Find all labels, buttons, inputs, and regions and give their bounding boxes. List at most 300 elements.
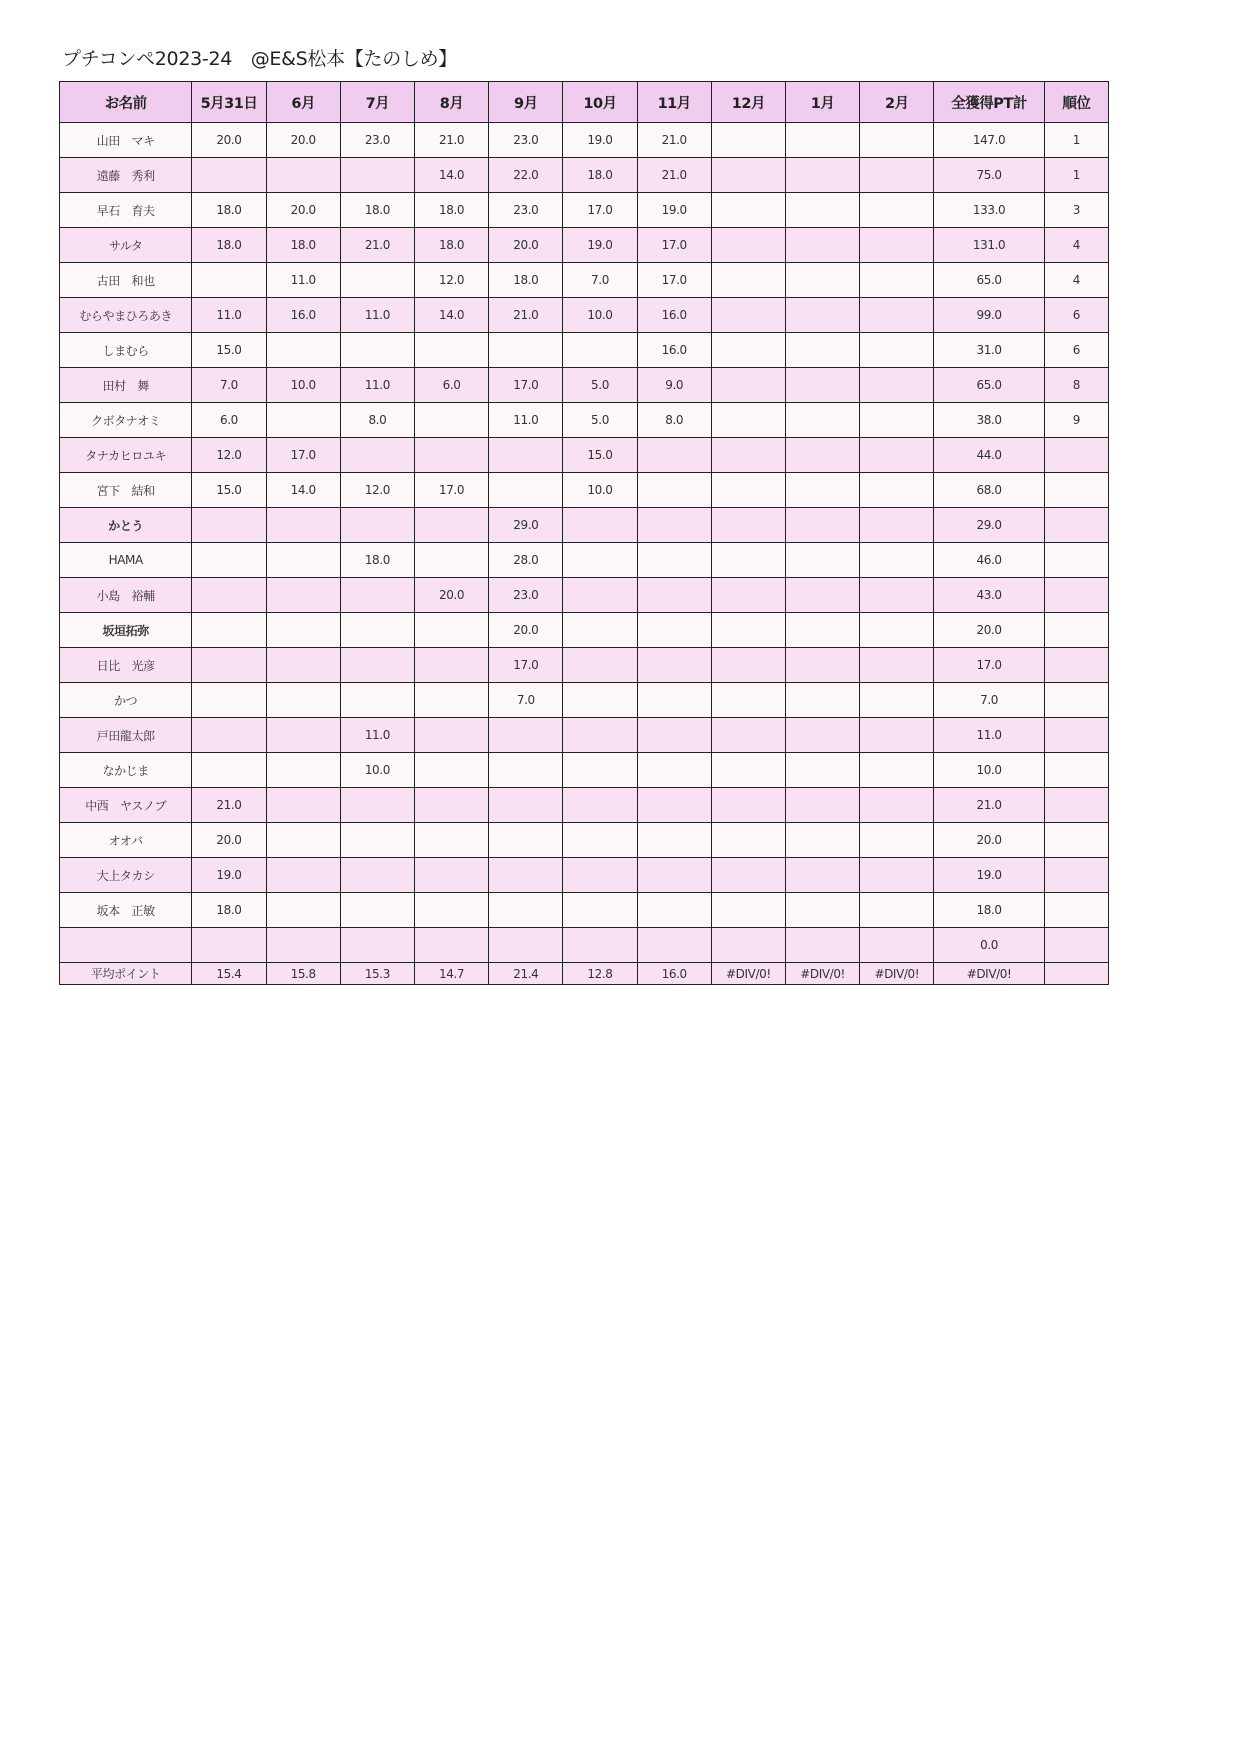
table-row	[60, 438, 1109, 473]
rank-cell: 9	[1044, 403, 1108, 438]
score-cell: 7.0	[192, 368, 266, 403]
score-cell: 7.0	[563, 263, 637, 298]
score-cell	[340, 263, 414, 298]
score-cell	[340, 648, 414, 683]
score-cell	[192, 158, 266, 193]
score-cell	[860, 543, 934, 578]
score-cell: 20.0	[266, 193, 340, 228]
rank-cell	[1044, 613, 1108, 648]
average-cell: 14.7	[414, 963, 488, 985]
score-cell	[786, 333, 860, 368]
score-cell	[192, 683, 266, 718]
score-cell	[711, 403, 785, 438]
score-cell	[266, 648, 340, 683]
table-row	[60, 403, 1109, 438]
table-row	[60, 263, 1109, 298]
total-points-cell: 29.0	[934, 508, 1044, 543]
score-cell	[860, 858, 934, 893]
player-name: 日比 光彦	[60, 648, 192, 683]
score-cell	[266, 858, 340, 893]
score-cell	[266, 683, 340, 718]
total-points-cell: 131.0	[934, 228, 1044, 263]
score-cell: 10.0	[563, 473, 637, 508]
player-name: クボタナオミ	[60, 403, 192, 438]
total-points-cell: 65.0	[934, 368, 1044, 403]
score-cell	[711, 298, 785, 333]
score-cell: 23.0	[340, 123, 414, 158]
score-cell	[860, 683, 934, 718]
score-cell	[266, 788, 340, 823]
player-name: HAMA	[60, 543, 192, 578]
score-table	[59, 81, 1109, 985]
total-points-cell: 10.0	[934, 753, 1044, 788]
header-jul: 7月	[340, 82, 414, 123]
rank-cell	[1044, 893, 1108, 928]
score-cell	[489, 473, 563, 508]
score-cell	[860, 193, 934, 228]
score-cell: 19.0	[563, 228, 637, 263]
rank-cell: 1	[1044, 123, 1108, 158]
player-name	[60, 928, 192, 963]
score-cell	[340, 578, 414, 613]
player-name: 遠藤 秀利	[60, 158, 192, 193]
table-row	[60, 158, 1109, 193]
score-cell	[711, 893, 785, 928]
average-cell: #DIV/0!	[860, 963, 934, 985]
table-row	[60, 368, 1109, 403]
score-cell	[563, 543, 637, 578]
score-cell: 21.0	[489, 298, 563, 333]
score-cell	[860, 648, 934, 683]
header-may31: 5月31日	[192, 82, 266, 123]
score-cell: 6.0	[192, 403, 266, 438]
score-cell	[860, 263, 934, 298]
score-cell: 5.0	[563, 403, 637, 438]
rank-cell	[1044, 543, 1108, 578]
score-cell	[786, 368, 860, 403]
score-cell: 10.0	[563, 298, 637, 333]
player-name: タナカヒロユキ	[60, 438, 192, 473]
rank-cell	[1044, 473, 1108, 508]
score-cell: 16.0	[266, 298, 340, 333]
score-cell: 18.0	[192, 893, 266, 928]
score-cell	[637, 473, 711, 508]
score-cell	[786, 193, 860, 228]
average-cell: 15.8	[266, 963, 340, 985]
total-points-cell: 65.0	[934, 263, 1044, 298]
rank-cell	[1044, 718, 1108, 753]
score-cell: 18.0	[266, 228, 340, 263]
score-cell	[637, 753, 711, 788]
score-cell: 19.0	[563, 123, 637, 158]
score-cell	[786, 613, 860, 648]
score-cell	[192, 648, 266, 683]
table-row	[60, 893, 1109, 928]
score-cell	[340, 158, 414, 193]
score-cell: 18.0	[192, 228, 266, 263]
score-cell: 15.0	[192, 333, 266, 368]
score-cell	[266, 158, 340, 193]
score-cell	[860, 578, 934, 613]
score-cell	[860, 333, 934, 368]
score-cell	[192, 613, 266, 648]
score-cell	[340, 683, 414, 718]
score-cell: 18.0	[563, 158, 637, 193]
score-cell	[786, 788, 860, 823]
table-row	[60, 718, 1109, 753]
score-cell: 19.0	[192, 858, 266, 893]
total-points-cell: 147.0	[934, 123, 1044, 158]
score-cell: 17.0	[266, 438, 340, 473]
score-cell	[711, 753, 785, 788]
score-cell: 17.0	[637, 263, 711, 298]
table-body	[60, 123, 1109, 963]
header-total-points: 全獲得PT計	[934, 82, 1044, 123]
score-cell	[786, 928, 860, 963]
score-cell	[786, 298, 860, 333]
score-cell	[860, 893, 934, 928]
score-cell	[563, 648, 637, 683]
total-points-cell: 68.0	[934, 473, 1044, 508]
score-cell: 17.0	[414, 473, 488, 508]
score-cell	[414, 403, 488, 438]
average-label: 平均ポイント	[60, 963, 192, 985]
score-cell	[786, 823, 860, 858]
score-cell	[637, 578, 711, 613]
score-cell	[860, 123, 934, 158]
score-cell	[637, 683, 711, 718]
score-cell	[711, 123, 785, 158]
score-cell	[860, 718, 934, 753]
score-cell: 11.0	[340, 368, 414, 403]
score-cell: 18.0	[340, 543, 414, 578]
header-sep: 9月	[489, 82, 563, 123]
average-cell: #DIV/0!	[786, 963, 860, 985]
score-cell	[860, 788, 934, 823]
score-cell	[786, 718, 860, 753]
score-cell: 16.0	[637, 333, 711, 368]
score-cell: 18.0	[414, 228, 488, 263]
score-cell: 8.0	[340, 403, 414, 438]
score-cell	[563, 788, 637, 823]
score-cell	[340, 823, 414, 858]
rank-cell	[1044, 578, 1108, 613]
score-cell	[489, 928, 563, 963]
score-cell: 11.0	[340, 718, 414, 753]
rank-cell: 6	[1044, 333, 1108, 368]
total-points-cell: 44.0	[934, 438, 1044, 473]
score-cell	[414, 508, 488, 543]
score-cell: 14.0	[414, 298, 488, 333]
score-cell	[637, 543, 711, 578]
score-cell	[489, 858, 563, 893]
score-cell	[340, 893, 414, 928]
score-cell	[414, 438, 488, 473]
score-cell: 21.0	[192, 788, 266, 823]
player-name: 宮下 結和	[60, 473, 192, 508]
table-row	[60, 683, 1109, 718]
score-cell	[489, 753, 563, 788]
score-cell: 21.0	[637, 158, 711, 193]
player-name: 坂垣拓弥	[60, 613, 192, 648]
score-cell	[786, 473, 860, 508]
score-cell	[489, 893, 563, 928]
score-cell	[637, 438, 711, 473]
table-row	[60, 123, 1109, 158]
score-cell	[563, 578, 637, 613]
score-cell	[489, 333, 563, 368]
average-cell: 21.4	[489, 963, 563, 985]
score-cell	[414, 648, 488, 683]
score-cell	[786, 438, 860, 473]
total-points-cell: 38.0	[934, 403, 1044, 438]
score-cell	[563, 683, 637, 718]
header-nov: 11月	[637, 82, 711, 123]
score-cell	[711, 543, 785, 578]
score-cell	[786, 648, 860, 683]
rank-cell	[1044, 858, 1108, 893]
score-cell	[192, 263, 266, 298]
total-points-cell: 43.0	[934, 578, 1044, 613]
score-cell	[266, 893, 340, 928]
score-cell	[340, 333, 414, 368]
header-name: お名前	[60, 82, 192, 123]
score-cell: 12.0	[414, 263, 488, 298]
score-cell	[563, 333, 637, 368]
score-cell: 9.0	[637, 368, 711, 403]
average-cell: 12.8	[563, 963, 637, 985]
score-cell	[637, 613, 711, 648]
score-cell	[860, 403, 934, 438]
score-cell: 18.0	[489, 263, 563, 298]
score-cell	[711, 578, 785, 613]
score-cell	[637, 718, 711, 753]
score-cell	[711, 788, 785, 823]
score-cell	[414, 718, 488, 753]
score-cell: 14.0	[414, 158, 488, 193]
header-oct: 10月	[563, 82, 637, 123]
player-name: サルタ	[60, 228, 192, 263]
player-name: 戸田龍太郎	[60, 718, 192, 753]
score-cell	[192, 718, 266, 753]
score-cell: 19.0	[637, 193, 711, 228]
table-row	[60, 473, 1109, 508]
player-name: 大上タカシ	[60, 858, 192, 893]
average-row	[60, 963, 1109, 985]
score-cell	[192, 543, 266, 578]
score-cell	[266, 508, 340, 543]
score-cell: 11.0	[340, 298, 414, 333]
score-cell: 18.0	[340, 193, 414, 228]
score-cell	[711, 683, 785, 718]
score-cell	[563, 508, 637, 543]
score-cell: 21.0	[414, 123, 488, 158]
average-cell: 15.3	[340, 963, 414, 985]
score-cell: 15.0	[563, 438, 637, 473]
score-cell: 20.0	[414, 578, 488, 613]
score-cell	[711, 718, 785, 753]
score-cell: 20.0	[266, 123, 340, 158]
average-cell	[1044, 963, 1108, 985]
score-cell	[414, 333, 488, 368]
header-jun: 6月	[266, 82, 340, 123]
score-cell: 10.0	[266, 368, 340, 403]
table-row	[60, 788, 1109, 823]
score-cell	[860, 473, 934, 508]
score-cell	[489, 438, 563, 473]
total-points-cell: 20.0	[934, 823, 1044, 858]
player-name: 小島 裕輔	[60, 578, 192, 613]
score-cell	[414, 788, 488, 823]
score-cell: 23.0	[489, 578, 563, 613]
score-cell	[414, 823, 488, 858]
score-cell: 10.0	[340, 753, 414, 788]
score-cell	[340, 438, 414, 473]
score-cell: 12.0	[192, 438, 266, 473]
score-cell	[637, 508, 711, 543]
score-cell: 21.0	[637, 123, 711, 158]
header-dec: 12月	[711, 82, 785, 123]
player-name: オオバ	[60, 823, 192, 858]
score-cell	[563, 893, 637, 928]
score-cell	[266, 613, 340, 648]
total-points-cell: 11.0	[934, 718, 1044, 753]
player-name: むらやまひろあき	[60, 298, 192, 333]
table-row	[60, 648, 1109, 683]
score-cell: 7.0	[489, 683, 563, 718]
score-cell: 11.0	[266, 263, 340, 298]
score-cell: 11.0	[192, 298, 266, 333]
rank-cell	[1044, 438, 1108, 473]
score-cell: 20.0	[489, 613, 563, 648]
score-cell	[266, 403, 340, 438]
score-cell: 20.0	[192, 823, 266, 858]
score-cell: 17.0	[563, 193, 637, 228]
table-row	[60, 298, 1109, 333]
score-cell	[414, 683, 488, 718]
table-row	[60, 823, 1109, 858]
rank-cell: 6	[1044, 298, 1108, 333]
score-cell	[711, 823, 785, 858]
score-cell	[860, 823, 934, 858]
rank-cell: 4	[1044, 228, 1108, 263]
score-cell	[786, 753, 860, 788]
average-cell: 16.0	[637, 963, 711, 985]
score-cell	[711, 333, 785, 368]
average-cell: #DIV/0!	[711, 963, 785, 985]
score-cell	[711, 228, 785, 263]
score-cell	[860, 508, 934, 543]
score-cell: 14.0	[266, 473, 340, 508]
rank-cell	[1044, 508, 1108, 543]
score-cell	[266, 333, 340, 368]
total-points-cell: 133.0	[934, 193, 1044, 228]
score-cell	[192, 753, 266, 788]
score-cell	[786, 123, 860, 158]
score-cell	[786, 578, 860, 613]
table-row	[60, 543, 1109, 578]
score-cell	[563, 613, 637, 648]
player-name: 早石 育夫	[60, 193, 192, 228]
player-name: 古田 和也	[60, 263, 192, 298]
score-cell	[489, 718, 563, 753]
score-cell	[637, 823, 711, 858]
score-cell	[860, 753, 934, 788]
score-cell: 20.0	[192, 123, 266, 158]
score-cell	[711, 858, 785, 893]
player-name: なかじま	[60, 753, 192, 788]
total-points-cell: 17.0	[934, 648, 1044, 683]
header-jan: 1月	[786, 82, 860, 123]
table-row	[60, 508, 1109, 543]
score-cell	[266, 823, 340, 858]
total-points-cell: 0.0	[934, 928, 1044, 963]
score-cell: 17.0	[489, 368, 563, 403]
score-cell	[711, 263, 785, 298]
score-cell	[860, 228, 934, 263]
score-cell: 29.0	[489, 508, 563, 543]
score-cell	[637, 648, 711, 683]
score-cell	[340, 928, 414, 963]
score-cell	[637, 893, 711, 928]
score-cell	[266, 753, 340, 788]
score-cell	[711, 508, 785, 543]
page-title: プチコンペ2023-24 @E&S松本【たのしめ】	[62, 48, 458, 70]
score-cell	[192, 508, 266, 543]
score-cell	[786, 403, 860, 438]
player-name: 中西 ヤスノブ	[60, 788, 192, 823]
table-row	[60, 858, 1109, 893]
score-cell: 22.0	[489, 158, 563, 193]
score-cell: 17.0	[489, 648, 563, 683]
score-cell	[414, 543, 488, 578]
rank-cell	[1044, 753, 1108, 788]
player-name: かつ	[60, 683, 192, 718]
total-points-cell: 99.0	[934, 298, 1044, 333]
score-cell	[340, 508, 414, 543]
score-cell	[414, 858, 488, 893]
total-points-cell: 19.0	[934, 858, 1044, 893]
score-cell	[266, 928, 340, 963]
score-cell	[563, 823, 637, 858]
total-points-cell: 18.0	[934, 893, 1044, 928]
score-cell	[786, 858, 860, 893]
score-cell: 18.0	[192, 193, 266, 228]
total-points-cell: 75.0	[934, 158, 1044, 193]
score-cell	[266, 718, 340, 753]
table-row	[60, 228, 1109, 263]
score-cell	[786, 228, 860, 263]
score-cell	[266, 543, 340, 578]
header-rank: 順位	[1044, 82, 1108, 123]
score-cell	[711, 193, 785, 228]
score-cell	[711, 928, 785, 963]
rank-cell: 1	[1044, 158, 1108, 193]
score-cell: 6.0	[414, 368, 488, 403]
player-name: 田村 舞	[60, 368, 192, 403]
table-row	[60, 193, 1109, 228]
score-cell	[563, 928, 637, 963]
score-cell	[860, 928, 934, 963]
score-cell	[786, 263, 860, 298]
score-cell	[340, 788, 414, 823]
header-aug: 8月	[414, 82, 488, 123]
score-cell: 8.0	[637, 403, 711, 438]
total-points-cell: 20.0	[934, 613, 1044, 648]
score-cell	[192, 578, 266, 613]
score-cell	[414, 613, 488, 648]
score-cell	[786, 683, 860, 718]
